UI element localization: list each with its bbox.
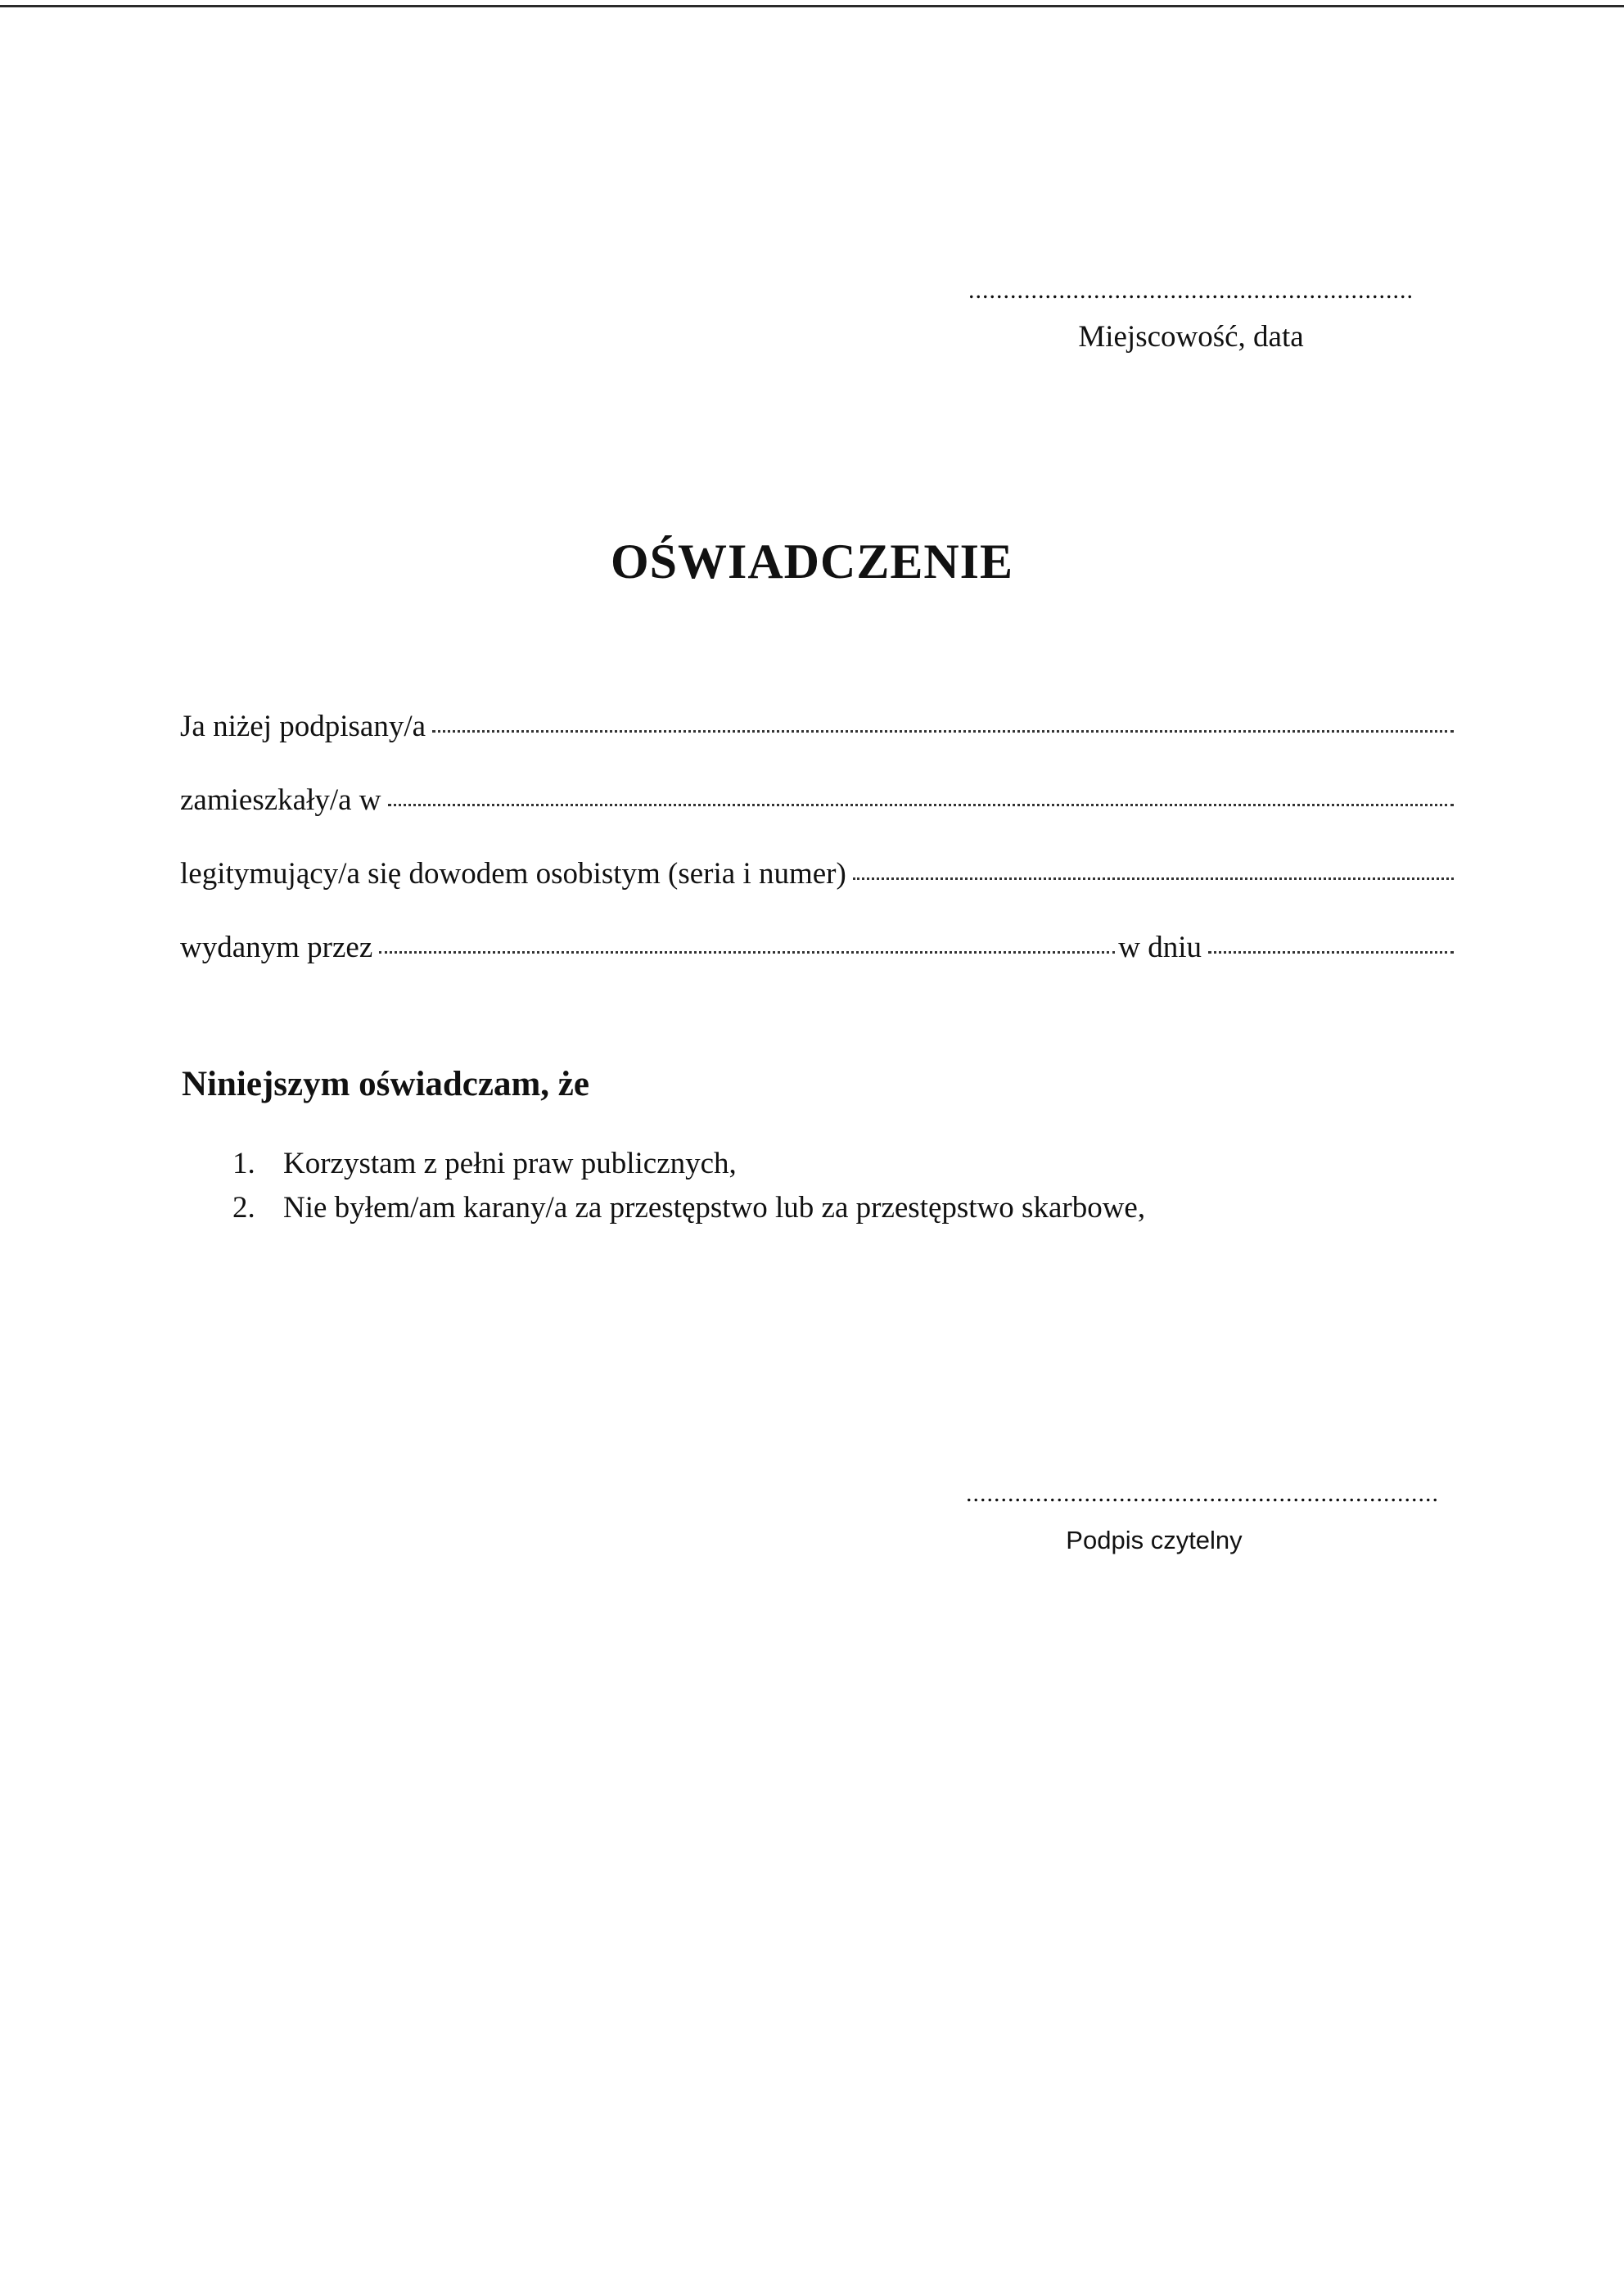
address-row: [180, 783, 1457, 856]
name-label: Ja niżej podpisany/a: [180, 710, 426, 743]
signature-block: [966, 1480, 1439, 1555]
scan-edge-line: [0, 5, 1624, 7]
signature-dotted-line[interactable]: ....................................................................: [966, 1480, 1439, 1507]
list-item-text: Korzystam z pełni praw publicznych,: [283, 1147, 737, 1180]
name-fill-line[interactable]: [432, 706, 1454, 733]
document-title: OŚWIADCZENIE: [610, 535, 1014, 589]
list-item-number: 1.: [232, 1147, 255, 1180]
issued-by-label: wydanym przez: [180, 931, 373, 964]
list-item-number: 2.: [232, 1191, 255, 1225]
personal-data-fields: [180, 709, 1457, 1004]
place-date-label: Miejscowość, data: [1078, 320, 1304, 354]
id-document-label: legitymujący/a się dowodem osobistym (seria i numer): [180, 857, 846, 891]
declaration-list: [232, 1146, 1145, 1234]
issued-row: [180, 930, 1457, 1004]
id-document-row: [180, 856, 1457, 930]
list-item: [232, 1146, 1145, 1190]
address-label: zamieszkały/a w: [180, 783, 381, 817]
id-document-fill-line[interactable]: [853, 853, 1454, 880]
place-date-block: [958, 278, 1424, 354]
issued-by-fill-line[interactable]: [379, 927, 1115, 954]
declaration-heading: Niniejszym oświadczam, że: [182, 1065, 589, 1103]
name-row: [180, 709, 1457, 783]
issued-on-label: w dniu: [1118, 931, 1202, 964]
place-date-dotted-line[interactable]: ................................................................: [968, 277, 1414, 304]
issued-on-fill-line[interactable]: [1208, 927, 1454, 954]
list-item: [232, 1190, 1145, 1234]
address-fill-line[interactable]: [388, 779, 1454, 806]
list-item-text: Nie byłem/am karany/a za przestępstwo lub za przestępstwo skarbowe,: [283, 1191, 1146, 1225]
signature-label: Podpis czytelny: [1066, 1526, 1243, 1554]
